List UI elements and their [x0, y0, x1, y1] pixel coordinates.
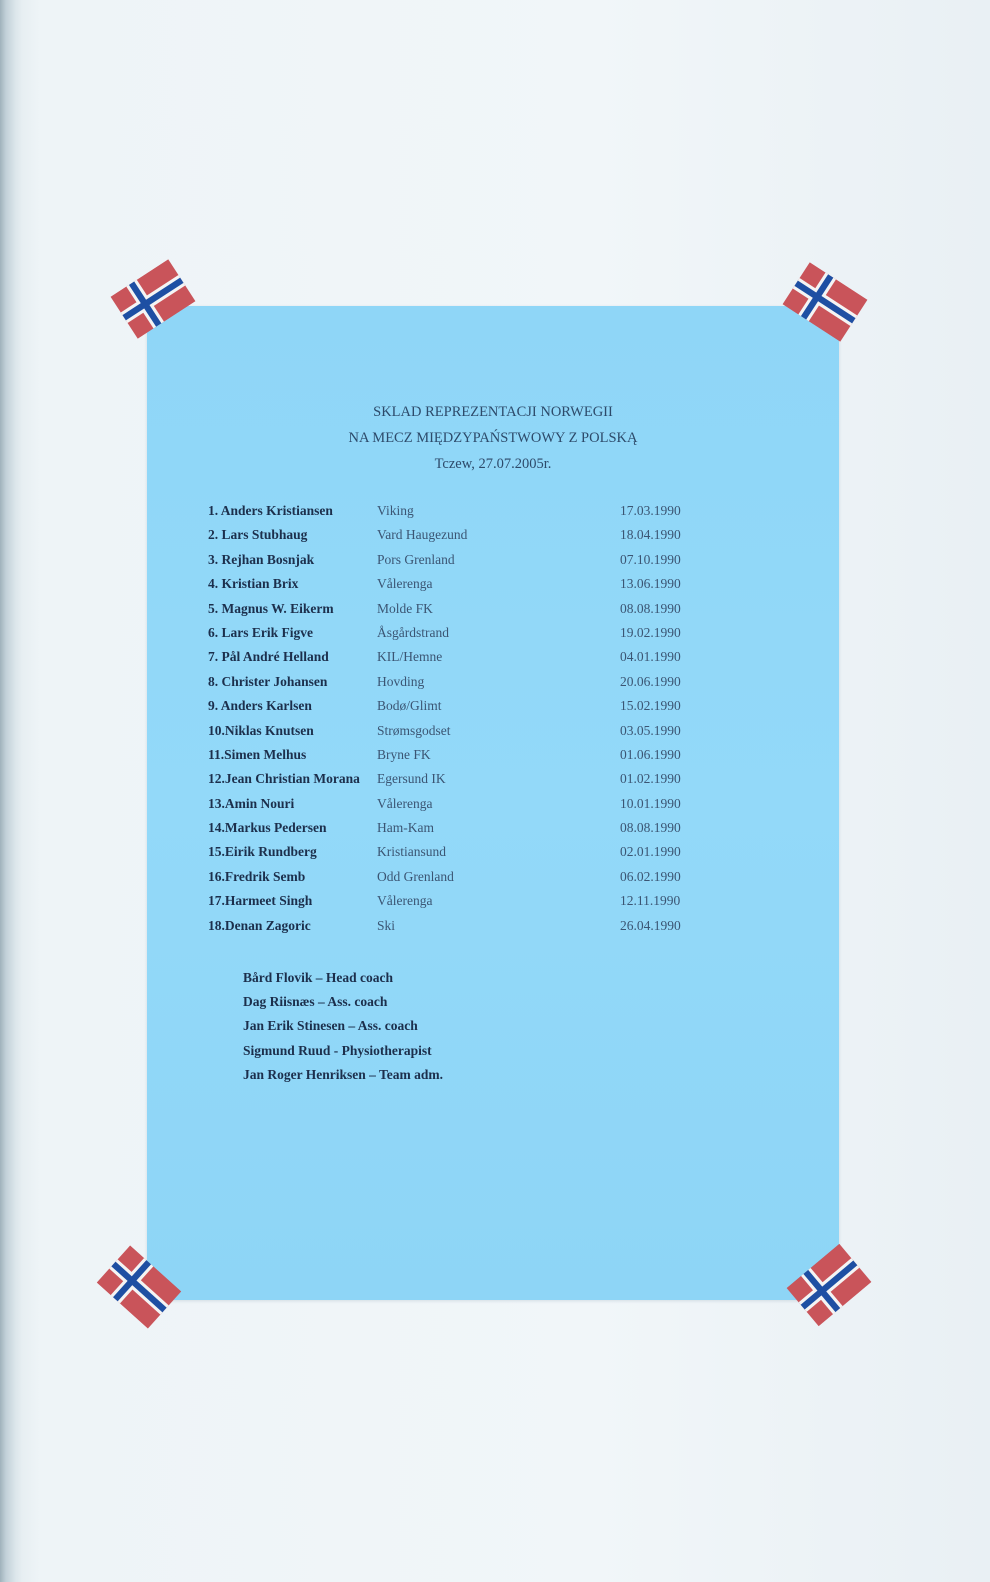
roster-row	[208, 889, 808, 913]
player-club: Vålerenga	[377, 795, 433, 811]
staff-member: Jan Roger Henriksen – Team adm.	[243, 1066, 444, 1082]
player-club: Ham-Kam	[377, 820, 434, 836]
roster-row	[208, 694, 808, 718]
roster-row	[208, 767, 808, 791]
staff-list	[243, 966, 643, 1087]
player-club: Molde FK	[377, 600, 433, 616]
roster-row	[208, 645, 808, 669]
roster-row	[208, 572, 808, 596]
player-name: 4. Kristian Brix	[208, 576, 299, 592]
player-birthdate: 17.03.1990	[620, 503, 681, 518]
roster-row	[208, 499, 808, 523]
player-birthdate: 20.06.1990	[620, 673, 681, 689]
player-club: Vard Haugezund	[377, 527, 468, 543]
roster-row	[208, 743, 808, 767]
player-birthdate: 08.08.1990	[620, 820, 681, 836]
roster-row	[208, 840, 808, 864]
player-name: 18.Denan Zagoric	[208, 917, 311, 933]
player-name: 12.Jean Christian Morana	[208, 771, 360, 787]
roster-row	[208, 816, 808, 840]
player-club: Vålerenga	[377, 893, 433, 909]
player-name: 8. Christer Johansen	[208, 673, 328, 689]
player-name: 9. Anders Karlsen	[208, 698, 312, 714]
roster-row	[208, 792, 808, 816]
staff-member: Bård Flovik – Head coach	[243, 970, 394, 985]
roster-list	[208, 499, 808, 938]
player-name: 14.Markus Pedersen	[208, 820, 327, 836]
player-club: Odd Grenland	[377, 868, 454, 884]
player-birthdate: 06.02.1990	[620, 868, 681, 884]
roster-row	[208, 548, 808, 572]
player-birthdate: 07.10.1990	[620, 551, 681, 567]
player-name: 10.Niklas Knutsen	[208, 722, 314, 738]
player-birthdate: 01.02.1990	[620, 771, 681, 787]
player-name: 16.Fredrik Semb	[208, 868, 306, 884]
player-birthdate: 15.02.1990	[620, 698, 681, 714]
player-club: Viking	[377, 503, 414, 518]
player-birthdate: 10.01.1990	[620, 795, 681, 811]
player-name: 2. Lars Stubhaug	[208, 527, 308, 543]
player-name: 17.Harmeet Singh	[208, 893, 313, 909]
roster-row	[208, 523, 808, 547]
player-club: Strømsgodset	[377, 722, 451, 738]
roster-row	[208, 719, 808, 743]
roster-row	[208, 597, 808, 621]
player-name: 7. Pål André Helland	[208, 649, 329, 665]
player-birthdate: 13.06.1990	[620, 576, 681, 592]
roster-row	[208, 621, 808, 645]
player-name: 6. Lars Erik Figve	[208, 624, 313, 640]
player-birthdate: 12.11.1990	[620, 893, 681, 909]
player-birthdate: 02.01.1990	[620, 844, 681, 860]
player-name: 15.Eirik Rundberg	[208, 844, 317, 860]
staff-member: Sigmund Ruud - Physiotherapist	[243, 1042, 432, 1058]
player-club: Vålerenga	[377, 576, 433, 592]
player-birthdate: 19.02.1990	[620, 624, 681, 640]
player-club: Bodø/Glimt	[377, 698, 442, 714]
staff-member: Dag Riisnæs – Ass. coach	[243, 994, 388, 1010]
binding-edge	[0, 0, 22, 1582]
player-birthdate: 04.01.1990	[620, 649, 681, 665]
roster-row	[208, 670, 808, 694]
player-name: 3. Rejhan Bosnjak	[208, 551, 315, 567]
title-line-1: SKLAD REPREZENTACJI NORWEGII	[373, 404, 613, 420]
player-club: Ski	[377, 917, 396, 933]
title-line-2: NA MECZ MIĘDZYPAŃSTWOWY Z POLSKĄ	[348, 430, 638, 446]
player-birthdate: 08.08.1990	[620, 600, 681, 616]
player-club: Pors Grenland	[377, 551, 455, 567]
player-birthdate: 18.04.1990	[620, 527, 681, 543]
title-line-3: Tczew, 27.07.2005r.	[434, 456, 552, 472]
player-club: Hovding	[377, 673, 425, 689]
roster-row	[208, 865, 808, 889]
player-birthdate: 03.05.1990	[620, 722, 681, 738]
player-name: 5. Magnus W. Eikerm	[208, 600, 334, 616]
player-club: Bryne FK	[377, 746, 431, 762]
roster-sheet	[147, 306, 839, 1300]
player-club: Åsgårdstrand	[377, 624, 449, 640]
player-name: 13.Amin Nouri	[208, 795, 295, 811]
staff-member: Jan Erik Stinesen – Ass. coach	[243, 1018, 418, 1034]
player-club: KIL/Hemne	[377, 649, 443, 665]
player-birthdate: 26.04.1990	[620, 917, 681, 933]
player-birthdate: 01.06.1990	[620, 746, 681, 762]
player-name: 11.Simen Melhus	[208, 746, 307, 762]
document-header	[147, 399, 839, 477]
player-club: Egersund IK	[377, 771, 446, 787]
roster-row	[208, 914, 808, 938]
player-club: Kristiansund	[377, 844, 446, 860]
player-name: 1. Anders Kristiansen	[208, 503, 333, 518]
